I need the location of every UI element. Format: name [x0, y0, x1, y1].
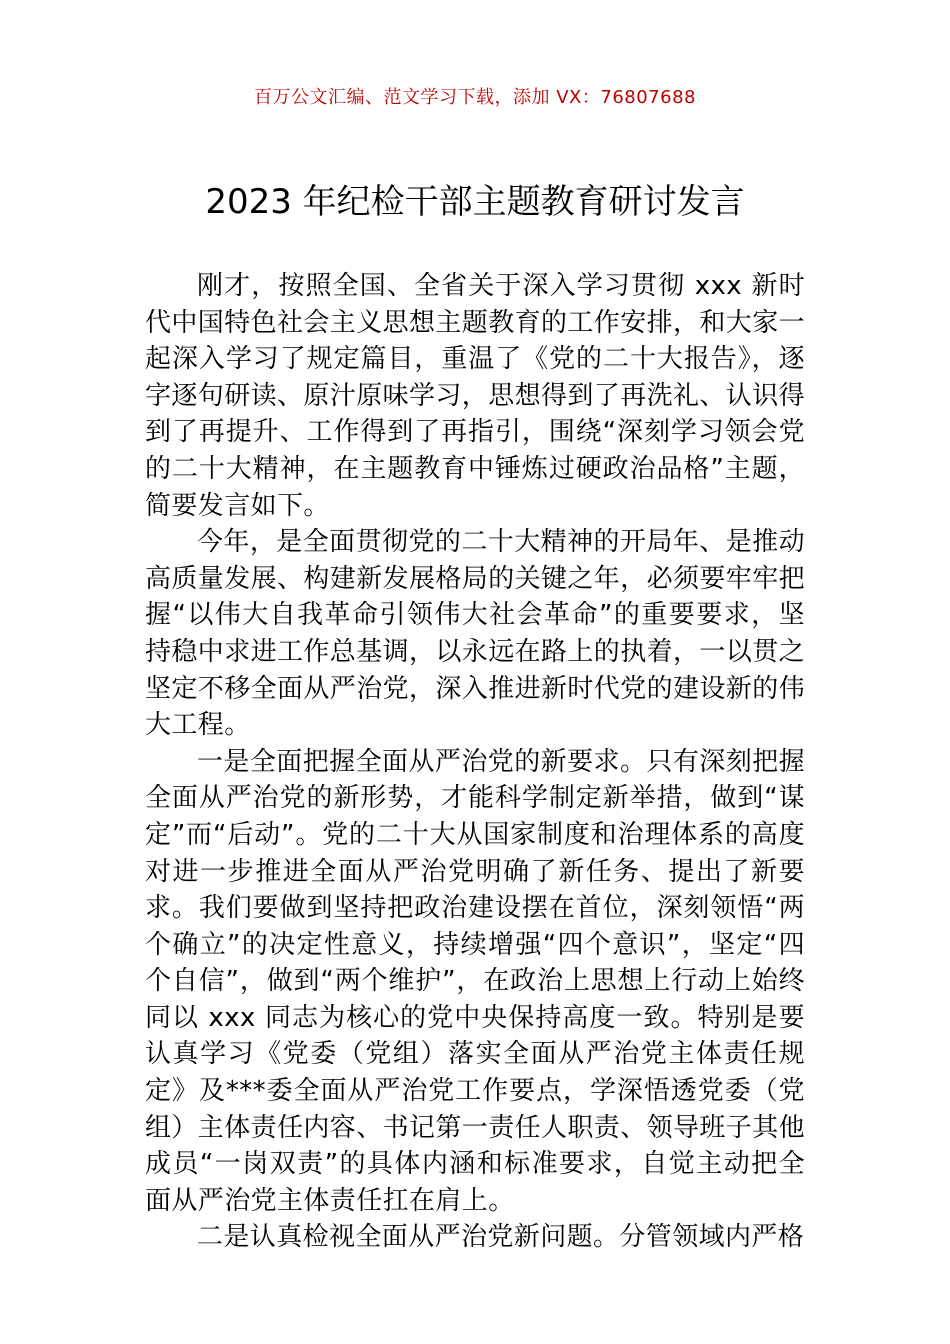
paragraph-2: 今年，是全面贯彻党的二十大精神的开局年、是推动高质量发展、构建新发展格局的关键之年，必须要牢牢把握“以伟大自我革命引领伟大社会革命”的重要要求，坚持稳中求进工作总基调，以永远在路上的执着，一以贯之坚定不移全面从严治党，深入推进新时代党的建设新的伟大工程。	[145, 527, 806, 741]
document-title: 2023 年纪检干部主题教育研讨发言	[205, 182, 745, 222]
paragraph-3: 一是全面把握全面从严治党的新要求。只有深刻把握全面从严治党的新形势，才能科学制定新举措，做到“谋定”而“后动”。党的二十大从国家制度和治理体系的高度对进一步推进全面从严治党明确了新任务、提出了新要求。我们要做到坚持把政治建设摆在首位，深刻领悟“两个确立”的决定性意义，持续增强“四个意识”，坚定“四个自信”，做到“两个维护”，在政治上思想上行动上始终同以 xxx 同志为核心的党中央保持高度一致。特别是要认真学习《党委（党组）落实全面从严治党主体责任规定》及***委全面从严治党工作要点，学深悟透党委（党组）主体责任内容、书记第一责任人职责、领导班子其他成员“一岗双责”的具体内涵和标准要求，自觉主动把全面从严治党主体责任扛在肩上。	[145, 746, 806, 1216]
paragraph-1: 刚才，按照全国、全省关于深入学习贯彻 xxx 新时代中国特色社会主义思想主题教育的工作安排，和大家一起深入学习了规定篇目，重温了《党的二十大报告》，逐字逐句研读、原汁原味学习，思想得到了再洗礼、认识得到了再提升、工作得到了再指引，围绕“深刻学习领会党的二十大精神，在主题教育中锤炼过硬政治品格”主题，简要发言如下。	[145, 271, 806, 521]
watermark-header: 百万公文汇编、范文学习下载，添加 VX：76807688	[254, 87, 696, 108]
document-body	[145, 268, 805, 1256]
paragraph-4: 二是认真检视全面从严治党新问题。分管领域内严格	[197, 1222, 805, 1253]
